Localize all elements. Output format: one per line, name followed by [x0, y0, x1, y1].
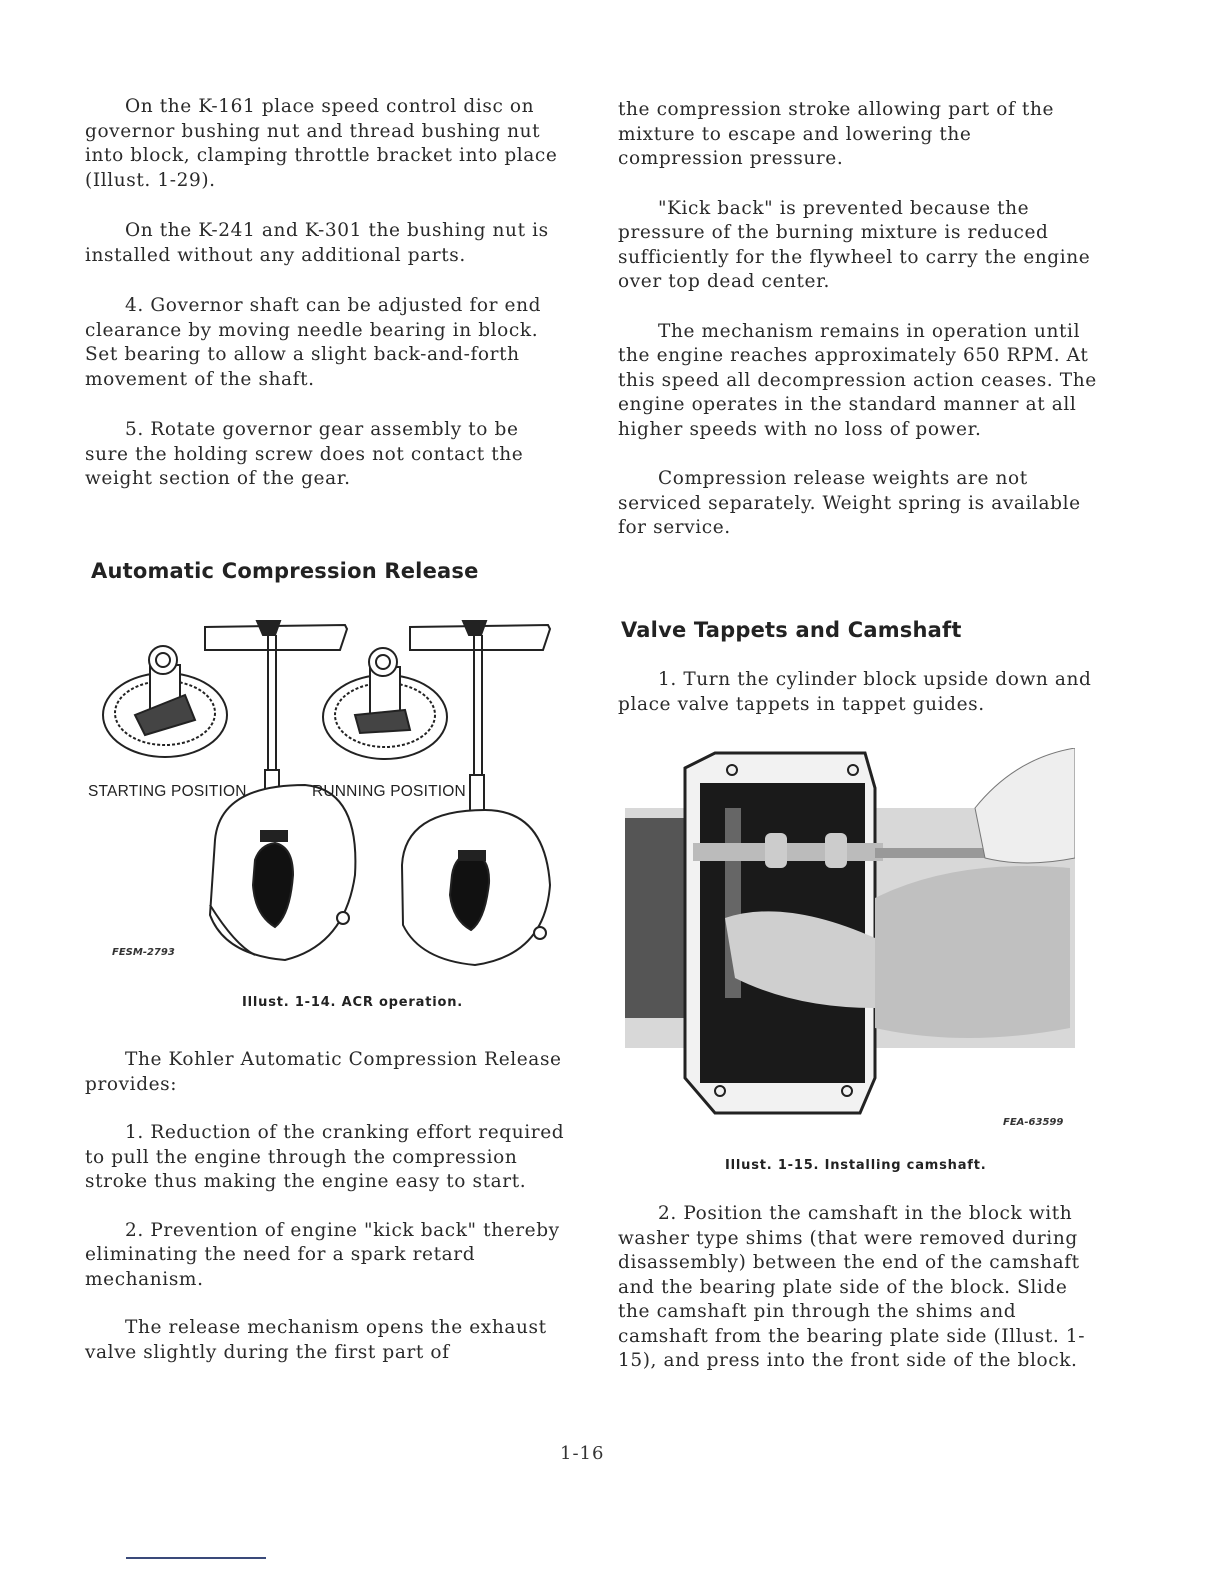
figure-code: FESM-2793	[112, 947, 175, 958]
paragraph: The mechanism remains in operation until the engine reaches approximately 650 RPM. At this speed all decompression action ceases. The engine operates in the standard manner at all higher speeds with no loss of power.	[618, 320, 1097, 440]
paragraph: the compression stroke allowing part of the mixture to escape and lowering the compression pressure.	[618, 99, 1055, 169]
paragraph: The release mechanism opens the exhaust valve slightly during the first part of	[85, 1317, 547, 1363]
left-column-top	[85, 95, 565, 492]
paragraph: 1. Reduction of the cranking effort required to pull the engine through the compression stroke thus making the engine easy to start.	[85, 1122, 565, 1192]
paragraph: Compression release weights are not serviced separately. Weight spring is available for service.	[618, 468, 1081, 538]
paragraph: "Kick back" is prevented because the pressure of the burning mixture is reduced sufficiently for the flywheel to carry the engine over top dead center.	[618, 197, 1091, 292]
section-heading: Valve Tappets and Camshaft	[621, 618, 962, 642]
paragraph: The Kohler Automatic Compression Release provides:	[85, 1049, 562, 1095]
right-column-middle	[618, 668, 1103, 717]
paragraph: 1. Turn the cylinder block upside down and place valve tappets in tappet guides.	[618, 669, 1092, 715]
paragraph: 4. Governor shaft can be adjusted for end clearance by moving needle bearing in block. Set bearing to allow a slight back-and-forth movement of the shaft.	[85, 295, 542, 390]
left-column-bottom	[85, 1048, 565, 1365]
right-column-top	[618, 98, 1103, 541]
paragraph: 5. Rotate governor gear assembly to be sure the holding screw does not contact the weight section of the gear.	[85, 419, 524, 489]
right-column-bottom	[618, 1202, 1103, 1374]
camshaft-photo	[625, 748, 1075, 1118]
paragraph: 2. Prevention of engine "kick back" thereby eliminating the need for a spark retard mechanism.	[85, 1219, 560, 1290]
starting-position-label: STARTING POSITION	[88, 783, 247, 800]
section-heading: Automatic Compression Release	[91, 559, 479, 583]
running-position-label: RUNNING POSITION	[312, 783, 466, 800]
paragraph: 2. Position the camshaft in the block with washer type shims (that were removed during disassembly) between the end of the camshaft and the bearing plate side of the block. Slide the camshaft pin through the shims and camshaft from the bearing plate side (Illust. 1-15), and press into the front side of the block.	[618, 1203, 1086, 1371]
page-number: 1-16	[560, 1443, 605, 1464]
figure-caption: Illust. 1-14. ACR operation.	[242, 995, 463, 1010]
figure-caption: Illust. 1-15. Installing camshaft.	[725, 1158, 987, 1173]
paragraph: On the K-161 place speed control disc on governor bushing nut and thread bushing nut into block, clamping throttle bracket into place (Illust. 1-29).	[85, 96, 558, 191]
paragraph: On the K-241 and K-301 the bushing nut is installed without any additional parts.	[85, 220, 549, 266]
footer-rule	[126, 1557, 266, 1559]
figure-code: FEA-63599	[1003, 1117, 1064, 1128]
